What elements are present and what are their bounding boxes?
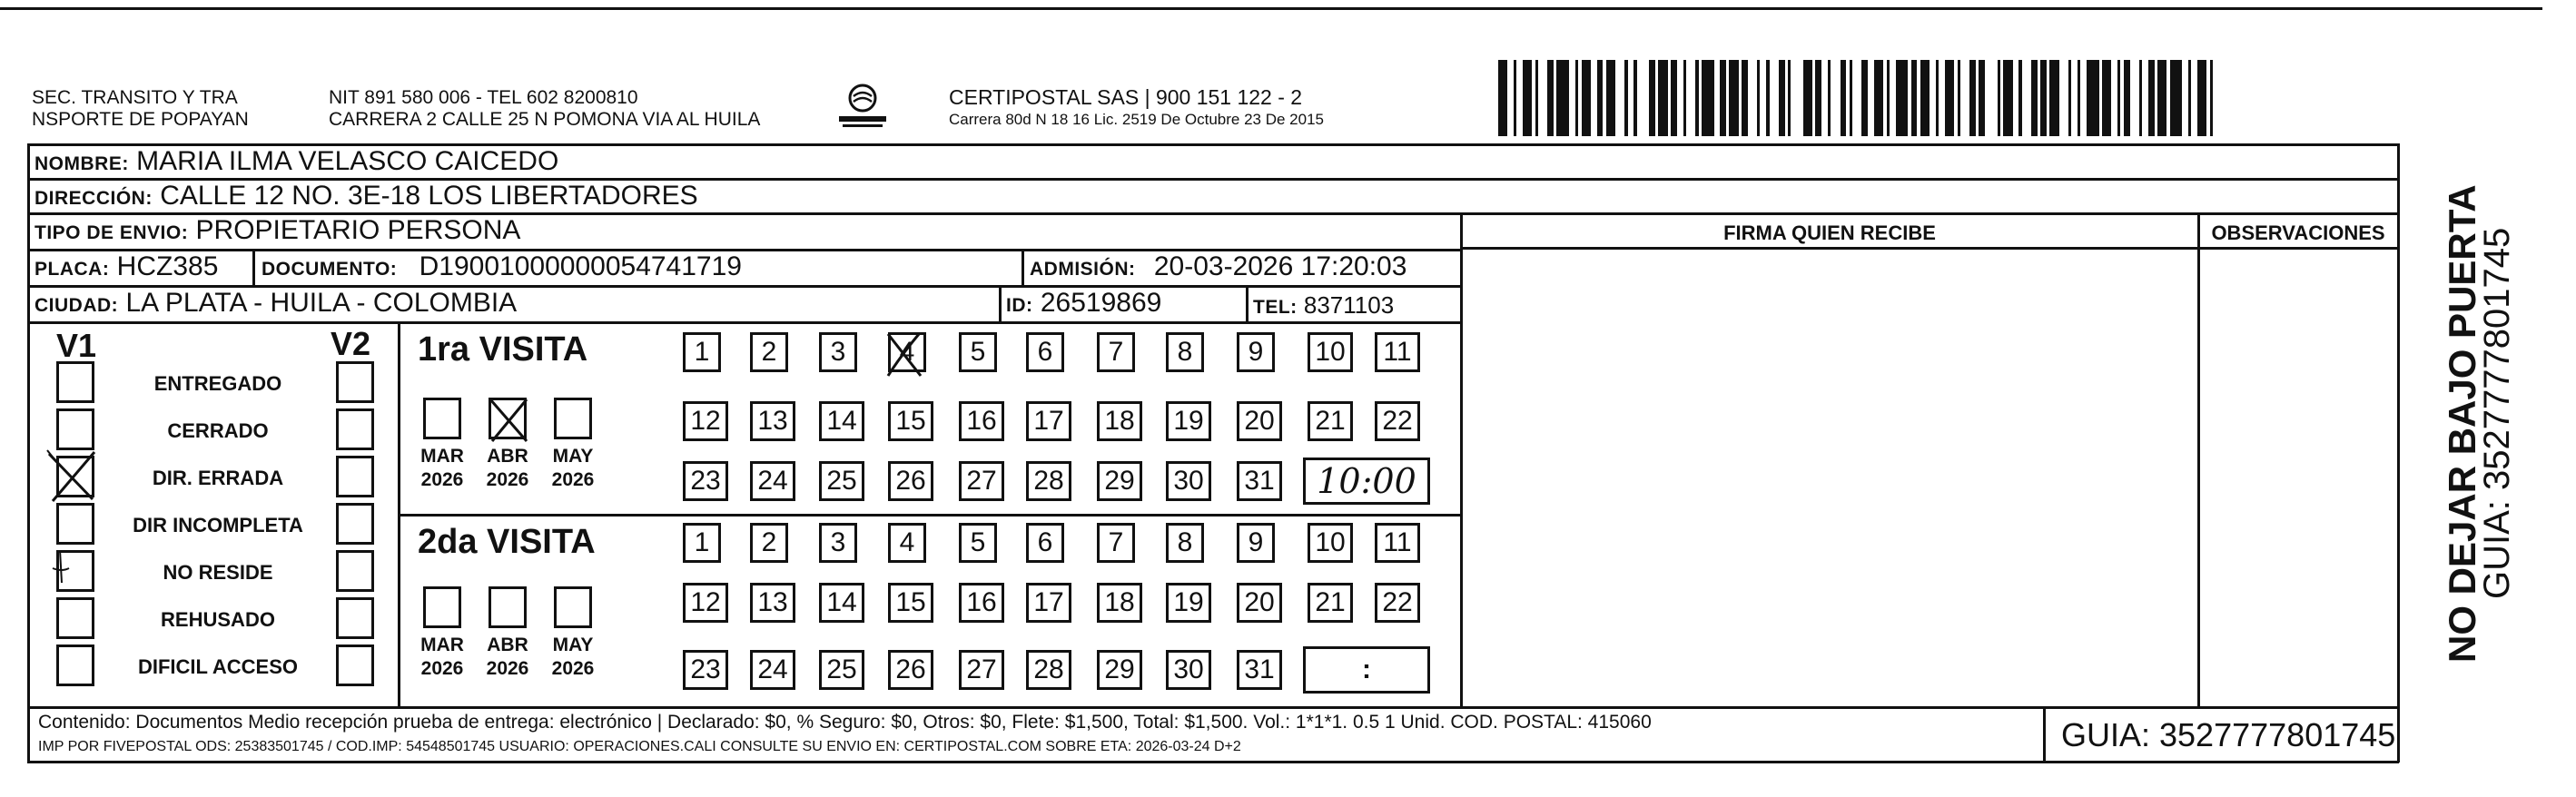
admision-value: 20-03-2026 17:20:03: [1153, 251, 1407, 281]
barcode-space: [1591, 60, 1597, 136]
barcode-space: [1615, 60, 1624, 136]
barcode-space: [1516, 60, 1523, 136]
v1-checkbox[interactable]: [56, 361, 94, 403]
barcode-bar: [2124, 60, 2130, 136]
visit1-day-box[interactable]: 17: [1026, 401, 1071, 441]
visit2-day-box[interactable]: 2: [750, 523, 788, 563]
barcode-bar: [1896, 60, 1909, 136]
footer-guia-divider: [2043, 706, 2046, 763]
visit1-day-box[interactable]: 9: [1237, 332, 1275, 372]
tel-value: 8371103: [1303, 291, 1395, 319]
barcode-bar: [1523, 60, 1532, 136]
side-warning: NO DEJAR BAJO PUERTA: [2441, 184, 2483, 663]
visit2-day-box[interactable]: 26: [888, 650, 933, 690]
v2-checkbox[interactable]: [336, 408, 374, 450]
documento-value: D19001000000054741719: [419, 251, 742, 281]
v2-checkbox[interactable]: [336, 644, 374, 686]
barcode-bar: [1702, 60, 1714, 136]
visit2-day-box[interactable]: 29: [1097, 650, 1142, 690]
visit1-day-box[interactable]: 6: [1026, 332, 1064, 372]
v1-checkbox[interactable]: [56, 644, 94, 686]
side-guia: GUIA: 3527777801745: [2477, 227, 2517, 599]
visit1-day-box[interactable]: 8: [1166, 332, 1204, 372]
barcode-space: [2213, 60, 2219, 136]
visit2-month-checkbox[interactable]: [554, 586, 592, 628]
status-label: DIFICIL ACCESO: [137, 655, 298, 678]
visit1-month-name: MAR: [420, 446, 464, 467]
observaciones-header: OBSERVACIONES: [2211, 221, 2385, 244]
barcode-bar: [2148, 60, 2155, 136]
barcode-bar: [1720, 60, 1726, 136]
barcode-space: [1686, 60, 1695, 136]
company-name: CERTIPOSTAL SAS | 900 151 122 - 2: [949, 85, 1303, 109]
barcode-bar: [1911, 60, 1918, 136]
visit2-month-checkbox[interactable]: [489, 586, 527, 628]
sender-line-1: SEC. TRANSITO Y TRA: [32, 87, 238, 108]
barcode-bar: [1547, 60, 1554, 136]
placa-label: PLACA:: [35, 259, 110, 280]
visit1-day-box[interactable]: 26: [888, 461, 933, 501]
placa-value: HCZ385: [116, 251, 219, 281]
visit2-day-box[interactable]: 7: [1097, 523, 1135, 563]
barcode-space: [1637, 60, 1650, 136]
visit2-day-box[interactable]: 12: [683, 583, 728, 623]
barcode-space: [1507, 60, 1514, 136]
visit2-day-box[interactable]: 27: [959, 650, 1004, 690]
ciudad-field: [35, 287, 517, 322]
placa-field: [35, 251, 218, 286]
status-label: CERRADO: [167, 419, 269, 442]
tipo-envio-value: PROPIETARIO PERSONA: [195, 215, 521, 245]
visit1-day-box[interactable]: 10: [1308, 332, 1353, 372]
id-divider: [999, 285, 1002, 321]
visit2-day-box[interactable]: 21: [1308, 583, 1353, 623]
direccion-label: DIRECCIÓN:: [35, 188, 153, 209]
barcode-space: [1939, 60, 1945, 136]
visit1-month-name: MAY: [552, 446, 594, 467]
v2-checkbox[interactable]: [336, 503, 374, 545]
visit2-day-box[interactable]: 5: [959, 523, 997, 563]
v2-checkbox[interactable]: [336, 597, 374, 639]
visit2-day-box[interactable]: 18: [1097, 583, 1142, 623]
barcode-bar: [2170, 60, 2183, 136]
barcode-space: [1831, 60, 1840, 136]
v1-checkbox[interactable]: [56, 408, 94, 450]
barcode: [1498, 60, 2220, 136]
barcode-space: [2080, 60, 2087, 136]
barcode-space: [2130, 60, 2139, 136]
v2-checkbox[interactable]: [336, 456, 374, 497]
visit2-month-name: MAY: [552, 635, 594, 655]
visit2-day-box[interactable]: 8: [1166, 523, 1204, 563]
barcode-bar: [1874, 60, 1883, 136]
sender-line-2: NSPORTE DE POPAYAN: [32, 109, 249, 130]
visit1-day-box[interactable]: 23: [683, 461, 728, 501]
footer-contenido: Contenido: Documentos Medio recepción prueba de entrega: electrónico | Declarado: $0, % Seguro: $0, Otros: $0, Flete: $1,500, Total: $1,500. Vol.: 1*1*1. 0.5 1 Unid. COD. POSTAL: 415060: [38, 712, 1652, 733]
visit1-day-box[interactable]: 29: [1097, 461, 1142, 501]
visit1-month-checkbox[interactable]: [489, 398, 527, 439]
documento-label: DOCUMENTO:: [262, 259, 398, 280]
visit2-day-box[interactable]: 14: [819, 583, 864, 623]
barcode-bar: [2087, 60, 2099, 136]
barcode-bar: [1803, 60, 1812, 136]
barcode-bar: [1556, 60, 1569, 136]
barcode-bar: [1606, 60, 1615, 136]
frame-right: [2397, 143, 2400, 763]
barcode-bar: [1861, 60, 1868, 136]
visit2-day-box[interactable]: 4: [888, 523, 926, 563]
barcode-bar: [1649, 60, 1655, 136]
v2-checkbox[interactable]: [336, 361, 374, 403]
placa-divider: [252, 249, 255, 285]
visit2-day-box[interactable]: 31: [1237, 650, 1282, 690]
visit2-day-box[interactable]: 9: [1237, 523, 1275, 563]
documento-field: [262, 251, 742, 286]
v2-header: V2: [331, 325, 371, 362]
barcode-space: [2191, 60, 2197, 136]
visit1-day-box[interactable]: 27: [959, 461, 1004, 501]
barcode-bar: [1979, 60, 1985, 136]
v1-header: V1: [56, 327, 97, 364]
visit1-day-box[interactable]: 18: [1097, 401, 1142, 441]
firma-col-left: [1460, 212, 1463, 708]
visit1-time-field[interactable]: 10:00: [1303, 458, 1430, 505]
barcode-bar: [1779, 60, 1785, 136]
sender-address: CARRERA 2 CALLE 25 N POMONA VIA AL HUILA: [329, 109, 761, 130]
visit2-month-year: 2026: [551, 658, 595, 679]
barcode-bar: [2157, 60, 2166, 136]
visit1-day-box[interactable]: 5: [959, 332, 997, 372]
visit1-month-checkbox[interactable]: [423, 398, 461, 439]
barcode-bar: [1969, 60, 1976, 136]
visit2-day-box[interactable]: 3: [819, 523, 857, 563]
nombre-field: [35, 145, 558, 181]
visit2-month-year: 2026: [486, 658, 529, 679]
barcode-bar: [1815, 60, 1821, 136]
admision-label: ADMISIÓN:: [1030, 259, 1136, 280]
visit2-day-box[interactable]: 19: [1166, 583, 1211, 623]
barcode-space: [1677, 60, 1683, 136]
tipo-envio-field: [35, 214, 520, 250]
visit1-month-year: 2026: [420, 469, 464, 490]
obs-col-left: [2197, 212, 2200, 708]
visit2-month-name: MAR: [420, 635, 464, 655]
barcode-bar: [1841, 60, 1847, 136]
barcode-bar: [1658, 60, 1667, 136]
nombre-label: NOMBRE:: [35, 153, 129, 174]
visit1-day-box[interactable]: 12: [683, 401, 728, 441]
visit2-day-box[interactable]: 10: [1308, 523, 1353, 563]
nit-line: NIT 891 580 006 - TEL 602 8200810: [329, 87, 638, 108]
visit1-day-box[interactable]: 21: [1308, 401, 1353, 441]
barcode-bar: [2102, 60, 2111, 136]
tipo-envio-label: TIPO DE ENVIO:: [35, 222, 189, 243]
v2-checkbox[interactable]: [336, 550, 374, 592]
frame-left: [27, 143, 30, 763]
visit1-month-year: 2026: [551, 469, 595, 490]
barcode-space: [1770, 60, 1779, 136]
v1-checkbox[interactable]: [56, 550, 94, 592]
barcode-bar: [1498, 60, 1507, 136]
visit1-day-box[interactable]: 14: [819, 401, 864, 441]
v1-checkbox[interactable]: [56, 597, 94, 639]
top-cut-line: [0, 7, 2542, 10]
v1-checkbox[interactable]: [56, 456, 94, 497]
visit1-day-box[interactable]: 19: [1166, 401, 1211, 441]
visit2-time-field[interactable]: :: [1303, 646, 1430, 694]
barcode-bar: [2049, 60, 2058, 136]
visit1-day-box[interactable]: 15: [888, 401, 933, 441]
barcode-bar: [2003, 60, 2012, 136]
visit2-day-box[interactable]: 17: [1026, 583, 1071, 623]
visit2-day-box[interactable]: 11: [1375, 523, 1420, 563]
barcode-space: [2013, 60, 2019, 136]
admision-field: [1030, 251, 1406, 286]
visit1-day-box[interactable]: 28: [1026, 461, 1071, 501]
visit2-day-box[interactable]: 25: [819, 650, 864, 690]
barcode-space: [2111, 60, 2117, 136]
barcode-space: [1821, 60, 1828, 136]
nombre-value: MARIA ILMA VELASCO CAICEDO: [136, 146, 559, 176]
barcode-space: [1714, 60, 1721, 136]
id-value: 26519869: [1040, 288, 1162, 318]
visit1-month-checkbox[interactable]: [554, 398, 592, 439]
barcode-bar: [1945, 60, 1954, 136]
footer-guia: GUIA: 3527777801745: [2061, 716, 2396, 753]
barcode-space: [1569, 60, 1575, 136]
direccion-field: [35, 180, 698, 215]
tel-field: [1253, 289, 1394, 324]
visit1-day-box[interactable]: 16: [959, 401, 1004, 441]
visit1-day-box[interactable]: 24: [750, 461, 795, 501]
visit1-day-box[interactable]: 31: [1237, 461, 1282, 501]
barcode-space: [1760, 60, 1766, 136]
visit1-day-box[interactable]: 4: [888, 332, 926, 372]
barcode-space: [2071, 60, 2078, 136]
visit1-day-box[interactable]: 25: [819, 461, 864, 501]
visit2-day-box[interactable]: 1: [683, 523, 721, 563]
col-header-line: [1460, 247, 2399, 250]
id-label: ID:: [1006, 295, 1033, 316]
status-label: ENTREGADO: [153, 372, 282, 395]
visit1-title: 1ra VISITA: [418, 330, 588, 369]
visit2-month-checkbox[interactable]: [423, 586, 461, 628]
visit-divider: [398, 514, 1460, 517]
ciudad-label: CIUDAD:: [35, 295, 119, 316]
visit2-month-year: 2026: [420, 658, 464, 679]
barcode-space: [1791, 60, 1803, 136]
visit1-month-name: ABR: [487, 446, 528, 467]
barcode-bar: [1920, 60, 1930, 136]
barcode-space: [1538, 60, 1547, 136]
visit1-day-box[interactable]: 30: [1166, 461, 1211, 501]
direccion-value: CALLE 12 NO. 3E-18 LOS LIBERTADORES: [160, 181, 698, 211]
barcode-space: [1628, 60, 1634, 136]
barcode-space: [2142, 60, 2148, 136]
status-label: DIR INCOMPLETA: [133, 514, 303, 536]
barcode-bar: [1582, 60, 1591, 136]
barcode-space: [2059, 60, 2068, 136]
ciudad-value: LA PLATA - HUILA - COLOMBIA: [125, 288, 518, 318]
visit2-title: 2da VISITA: [418, 523, 596, 561]
visit2-day-box[interactable]: 13: [750, 583, 795, 623]
firma-header: FIRMA QUIEN RECIBE: [1723, 221, 1936, 244]
visit1-day-box[interactable]: 13: [750, 401, 795, 441]
barcode-bar: [2031, 60, 2038, 136]
barcode-space: [2182, 60, 2188, 136]
v1-checkbox[interactable]: [56, 503, 94, 545]
visit1-day-box[interactable]: 1: [683, 332, 721, 372]
visit1-day-box[interactable]: 22: [1375, 401, 1420, 441]
visit2-day-box[interactable]: 16: [959, 583, 1004, 623]
barcode-bar: [1597, 60, 1604, 136]
barcode-bar: [1742, 60, 1748, 136]
visit1-day-box[interactable]: 7: [1097, 332, 1135, 372]
certipostal-logo-icon: [834, 82, 892, 133]
tel-divider: [1246, 285, 1249, 321]
tel-label: TEL:: [1253, 297, 1298, 318]
row-line-5: [27, 321, 1460, 324]
barcode-bar: [1671, 60, 1677, 136]
visit1-month-year: 2026: [486, 469, 529, 490]
visit2-month-name: ABR: [487, 635, 528, 655]
barcode-space: [1868, 60, 1874, 136]
visit2-day-box[interactable]: 6: [1026, 523, 1064, 563]
status-label: NO RESIDE: [163, 561, 273, 584]
visit2-day-box[interactable]: 22: [1375, 583, 1420, 623]
visit1-day-box[interactable]: 20: [1237, 401, 1282, 441]
visit1-day-box[interactable]: 2: [750, 332, 788, 372]
barcode-bar: [1729, 60, 1738, 136]
barcode-space: [1930, 60, 1936, 136]
company-license: Carrera 80d N 18 16 Lic. 2519 De Octubre 23 De 2015: [949, 111, 1324, 128]
visit1-day-box[interactable]: 11: [1375, 332, 1420, 372]
visit2-day-box[interactable]: 28: [1026, 650, 1071, 690]
barcode-space: [1748, 60, 1757, 136]
admision-divider: [1022, 249, 1024, 285]
barcode-space: [2022, 60, 2031, 136]
barcode-bar: [2197, 60, 2206, 136]
visit2-day-box[interactable]: 23: [683, 650, 728, 690]
barcode-space: [1852, 60, 1861, 136]
barcode-space: [1960, 60, 1969, 136]
visit2-day-box[interactable]: 20: [1237, 583, 1282, 623]
barcode-space: [1890, 60, 1896, 136]
id-field: [1006, 287, 1161, 322]
footer-imp: IMP POR FIVEPOSTAL ODS: 25383501745 / COD.IMP: 54548501745 USUARIO: OPERACIONES.CALI CONSULTE SU ENVIO EN: CERTIPOSTAL.COM SOBRE ETA: 2026-03-24 D+2: [38, 739, 1241, 754]
status-label: REHUSADO: [161, 608, 275, 631]
status-label: DIR. ERRADA: [152, 467, 284, 489]
visit2-day-box[interactable]: 24: [750, 650, 795, 690]
barcode-bar: [2040, 60, 2047, 136]
visit1-day-box[interactable]: 3: [819, 332, 857, 372]
visit2-day-box[interactable]: 15: [888, 583, 933, 623]
barcode-space: [1985, 60, 1998, 136]
visit2-day-box[interactable]: 30: [1166, 650, 1211, 690]
